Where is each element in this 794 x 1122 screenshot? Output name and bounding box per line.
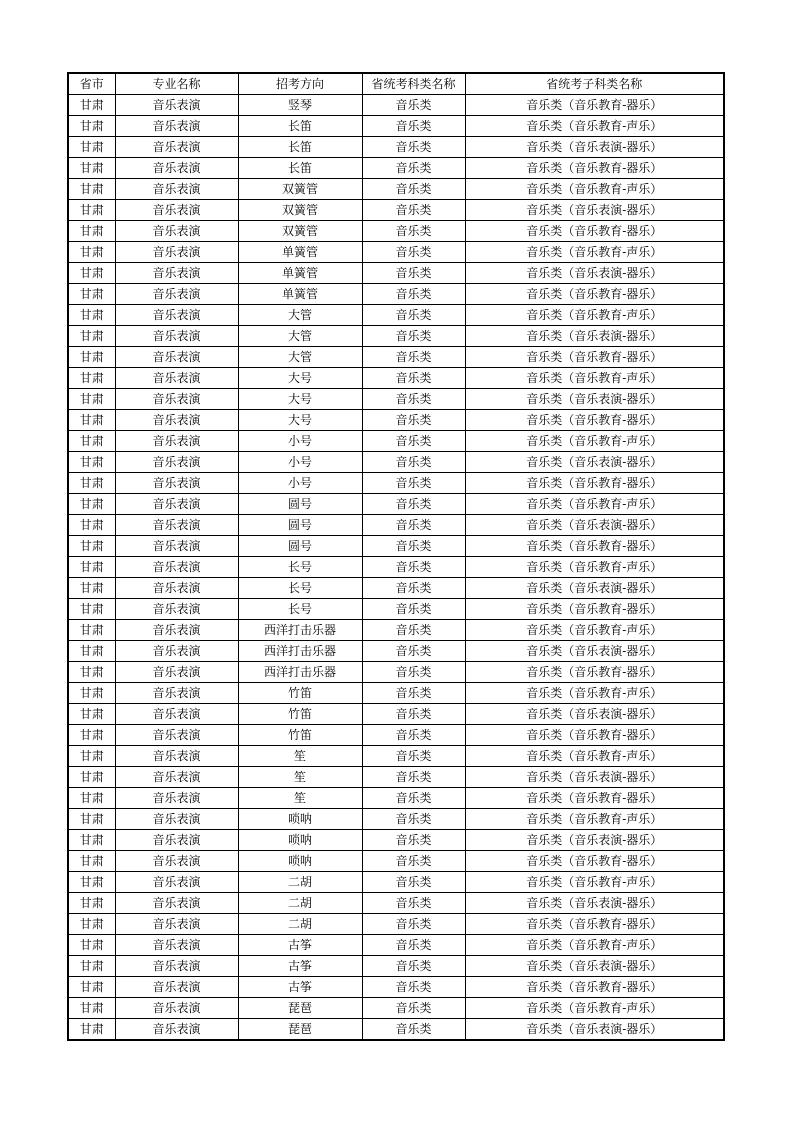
table-row <box>68 893 724 914</box>
cell-category: 音乐类 <box>362 998 465 1019</box>
cell-category: 音乐类 <box>362 515 465 536</box>
cell-direction: 琵琶 <box>238 1019 362 1041</box>
table-row <box>68 704 724 725</box>
cell-major-name: 音乐表演 <box>115 95 238 116</box>
cell-subcategory: 音乐类（音乐教育-声乐） <box>465 116 724 137</box>
cell-category: 音乐类 <box>362 95 465 116</box>
cell-province: 甘肃 <box>68 284 115 305</box>
header-province: 省市 <box>68 73 115 95</box>
cell-province: 甘肃 <box>68 515 115 536</box>
cell-category: 音乐类 <box>362 410 465 431</box>
table-row <box>68 746 724 767</box>
cell-province: 甘肃 <box>68 914 115 935</box>
cell-direction: 小号 <box>238 431 362 452</box>
cell-subcategory: 音乐类（音乐教育-声乐） <box>465 242 724 263</box>
cell-direction: 长号 <box>238 599 362 620</box>
table-row <box>68 368 724 389</box>
cell-category: 音乐类 <box>362 704 465 725</box>
cell-category: 音乐类 <box>362 536 465 557</box>
cell-direction: 圆号 <box>238 536 362 557</box>
cell-category: 音乐类 <box>362 662 465 683</box>
cell-province: 甘肃 <box>68 557 115 578</box>
cell-subcategory: 音乐类（音乐表演-器乐） <box>465 389 724 410</box>
table-row <box>68 179 724 200</box>
table-row <box>68 620 724 641</box>
cell-direction: 竖琴 <box>238 95 362 116</box>
cell-direction: 长号 <box>238 557 362 578</box>
table-row <box>68 914 724 935</box>
cell-direction: 小号 <box>238 473 362 494</box>
cell-province: 甘肃 <box>68 305 115 326</box>
table-row <box>68 515 724 536</box>
cell-major-name: 音乐表演 <box>115 914 238 935</box>
cell-major-name: 音乐表演 <box>115 767 238 788</box>
cell-province: 甘肃 <box>68 704 115 725</box>
cell-direction: 双簧管 <box>238 179 362 200</box>
cell-subcategory: 音乐类（音乐表演-器乐） <box>465 578 724 599</box>
cell-subcategory: 音乐类（音乐教育-声乐） <box>465 683 724 704</box>
cell-direction: 竹笛 <box>238 704 362 725</box>
cell-direction: 西洋打击乐器 <box>238 641 362 662</box>
cell-major-name: 音乐表演 <box>115 998 238 1019</box>
table-row <box>68 326 724 347</box>
cell-province: 甘肃 <box>68 263 115 284</box>
cell-province: 甘肃 <box>68 578 115 599</box>
cell-province: 甘肃 <box>68 158 115 179</box>
cell-major-name: 音乐表演 <box>115 536 238 557</box>
cell-category: 音乐类 <box>362 137 465 158</box>
cell-province: 甘肃 <box>68 809 115 830</box>
cell-subcategory: 音乐类（音乐表演-器乐） <box>465 137 724 158</box>
cell-province: 甘肃 <box>68 116 115 137</box>
cell-category: 音乐类 <box>362 305 465 326</box>
table-row <box>68 767 724 788</box>
cell-category: 音乐类 <box>362 473 465 494</box>
cell-direction: 大管 <box>238 305 362 326</box>
cell-category: 音乐类 <box>362 200 465 221</box>
cell-category: 音乐类 <box>362 620 465 641</box>
cell-province: 甘肃 <box>68 872 115 893</box>
table-row <box>68 452 724 473</box>
cell-direction: 琵琶 <box>238 998 362 1019</box>
cell-direction: 圆号 <box>238 494 362 515</box>
cell-category: 音乐类 <box>362 1019 465 1041</box>
cell-major-name: 音乐表演 <box>115 410 238 431</box>
cell-category: 音乐类 <box>362 494 465 515</box>
cell-province: 甘肃 <box>68 851 115 872</box>
cell-direction: 古筝 <box>238 977 362 998</box>
cell-direction: 大号 <box>238 410 362 431</box>
admissions-table <box>67 72 725 1041</box>
cell-major-name: 音乐表演 <box>115 305 238 326</box>
header-row <box>68 73 724 95</box>
cell-major-name: 音乐表演 <box>115 935 238 956</box>
cell-category: 音乐类 <box>362 641 465 662</box>
cell-subcategory: 音乐类（音乐教育-声乐） <box>465 557 724 578</box>
cell-direction: 大号 <box>238 368 362 389</box>
cell-major-name: 音乐表演 <box>115 893 238 914</box>
cell-subcategory: 音乐类（音乐表演-器乐） <box>465 641 724 662</box>
cell-province: 甘肃 <box>68 95 115 116</box>
cell-subcategory: 音乐类（音乐表演-器乐） <box>465 452 724 473</box>
cell-category: 音乐类 <box>362 830 465 851</box>
table-row <box>68 725 724 746</box>
table-row <box>68 137 724 158</box>
cell-direction: 二胡 <box>238 872 362 893</box>
cell-major-name: 音乐表演 <box>115 326 238 347</box>
cell-category: 音乐类 <box>362 977 465 998</box>
table-row <box>68 431 724 452</box>
header-major-name: 专业名称 <box>115 73 238 95</box>
cell-direction: 竹笛 <box>238 683 362 704</box>
cell-category: 音乐类 <box>362 578 465 599</box>
cell-subcategory: 音乐类（音乐教育-声乐） <box>465 179 724 200</box>
table-row <box>68 200 724 221</box>
table-row <box>68 347 724 368</box>
cell-major-name: 音乐表演 <box>115 137 238 158</box>
cell-direction: 笙 <box>238 746 362 767</box>
cell-subcategory: 音乐类（音乐教育-器乐） <box>465 725 724 746</box>
cell-province: 甘肃 <box>68 452 115 473</box>
cell-major-name: 音乐表演 <box>115 515 238 536</box>
cell-category: 音乐类 <box>362 893 465 914</box>
cell-major-name: 音乐表演 <box>115 284 238 305</box>
table-row <box>68 242 724 263</box>
cell-direction: 长号 <box>238 578 362 599</box>
cell-major-name: 音乐表演 <box>115 158 238 179</box>
table-row <box>68 410 724 431</box>
cell-subcategory: 音乐类（音乐表演-器乐） <box>465 893 724 914</box>
cell-category: 音乐类 <box>362 935 465 956</box>
cell-subcategory: 音乐类（音乐教育-器乐） <box>465 347 724 368</box>
cell-province: 甘肃 <box>68 620 115 641</box>
cell-category: 音乐类 <box>362 788 465 809</box>
cell-major-name: 音乐表演 <box>115 221 238 242</box>
cell-subcategory: 音乐类（音乐教育-器乐） <box>465 599 724 620</box>
cell-major-name: 音乐表演 <box>115 620 238 641</box>
cell-subcategory: 音乐类（音乐教育-声乐） <box>465 431 724 452</box>
table-row <box>68 641 724 662</box>
cell-major-name: 音乐表演 <box>115 809 238 830</box>
cell-direction: 小号 <box>238 452 362 473</box>
cell-direction: 笙 <box>238 788 362 809</box>
cell-subcategory: 音乐类（音乐教育-声乐） <box>465 368 724 389</box>
cell-major-name: 音乐表演 <box>115 116 238 137</box>
cell-major-name: 音乐表演 <box>115 683 238 704</box>
cell-major-name: 音乐表演 <box>115 725 238 746</box>
cell-province: 甘肃 <box>68 494 115 515</box>
cell-direction: 西洋打击乐器 <box>238 662 362 683</box>
cell-subcategory: 音乐类（音乐教育-器乐） <box>465 221 724 242</box>
cell-subcategory: 音乐类（音乐表演-器乐） <box>465 200 724 221</box>
cell-category: 音乐类 <box>362 347 465 368</box>
cell-category: 音乐类 <box>362 116 465 137</box>
table-row <box>68 935 724 956</box>
cell-direction: 大管 <box>238 347 362 368</box>
cell-subcategory: 音乐类（音乐表演-器乐） <box>465 956 724 977</box>
cell-category: 音乐类 <box>362 914 465 935</box>
cell-major-name: 音乐表演 <box>115 452 238 473</box>
table-row <box>68 599 724 620</box>
cell-category: 音乐类 <box>362 872 465 893</box>
cell-category: 音乐类 <box>362 263 465 284</box>
cell-category: 音乐类 <box>362 326 465 347</box>
cell-major-name: 音乐表演 <box>115 704 238 725</box>
cell-province: 甘肃 <box>68 368 115 389</box>
table-row <box>68 851 724 872</box>
cell-major-name: 音乐表演 <box>115 956 238 977</box>
cell-direction: 唢呐 <box>238 851 362 872</box>
header-category: 省统考科类名称 <box>362 73 465 95</box>
table-row <box>68 998 724 1019</box>
table-row <box>68 872 724 893</box>
cell-province: 甘肃 <box>68 536 115 557</box>
cell-major-name: 音乐表演 <box>115 872 238 893</box>
cell-major-name: 音乐表演 <box>115 788 238 809</box>
cell-province: 甘肃 <box>68 431 115 452</box>
cell-category: 音乐类 <box>362 452 465 473</box>
cell-category: 音乐类 <box>362 809 465 830</box>
cell-direction: 唢呐 <box>238 830 362 851</box>
cell-subcategory: 音乐类（音乐教育-器乐） <box>465 662 724 683</box>
cell-category: 音乐类 <box>362 368 465 389</box>
table-row <box>68 221 724 242</box>
cell-direction: 长笛 <box>238 158 362 179</box>
cell-direction: 双簧管 <box>238 221 362 242</box>
table-row <box>68 116 724 137</box>
cell-subcategory: 音乐类（音乐教育-声乐） <box>465 935 724 956</box>
cell-province: 甘肃 <box>68 830 115 851</box>
table-row <box>68 494 724 515</box>
cell-category: 音乐类 <box>362 956 465 977</box>
cell-direction: 单簧管 <box>238 284 362 305</box>
cell-direction: 圆号 <box>238 515 362 536</box>
cell-province: 甘肃 <box>68 389 115 410</box>
cell-category: 音乐类 <box>362 179 465 200</box>
cell-major-name: 音乐表演 <box>115 1019 238 1041</box>
cell-major-name: 音乐表演 <box>115 746 238 767</box>
cell-direction: 单簧管 <box>238 242 362 263</box>
cell-direction: 古筝 <box>238 935 362 956</box>
cell-direction: 古筝 <box>238 956 362 977</box>
cell-major-name: 音乐表演 <box>115 347 238 368</box>
cell-direction: 单簧管 <box>238 263 362 284</box>
cell-category: 音乐类 <box>362 431 465 452</box>
cell-major-name: 音乐表演 <box>115 557 238 578</box>
header-direction: 招考方向 <box>238 73 362 95</box>
cell-province: 甘肃 <box>68 998 115 1019</box>
cell-major-name: 音乐表演 <box>115 641 238 662</box>
cell-major-name: 音乐表演 <box>115 599 238 620</box>
cell-subcategory: 音乐类（音乐表演-器乐） <box>465 515 724 536</box>
cell-category: 音乐类 <box>362 242 465 263</box>
cell-category: 音乐类 <box>362 557 465 578</box>
cell-subcategory: 音乐类（音乐教育-器乐） <box>465 536 724 557</box>
cell-province: 甘肃 <box>68 242 115 263</box>
cell-province: 甘肃 <box>68 662 115 683</box>
cell-major-name: 音乐表演 <box>115 851 238 872</box>
cell-major-name: 音乐表演 <box>115 473 238 494</box>
cell-province: 甘肃 <box>68 893 115 914</box>
table-row <box>68 788 724 809</box>
cell-subcategory: 音乐类（音乐表演-器乐） <box>465 767 724 788</box>
cell-province: 甘肃 <box>68 410 115 431</box>
cell-major-name: 音乐表演 <box>115 200 238 221</box>
cell-subcategory: 音乐类（音乐教育-声乐） <box>465 809 724 830</box>
table-row <box>68 284 724 305</box>
cell-subcategory: 音乐类（音乐教育-声乐） <box>465 998 724 1019</box>
cell-category: 音乐类 <box>362 221 465 242</box>
cell-province: 甘肃 <box>68 767 115 788</box>
table-row <box>68 473 724 494</box>
cell-direction: 大管 <box>238 326 362 347</box>
cell-subcategory: 音乐类（音乐表演-器乐） <box>465 1019 724 1041</box>
cell-category: 音乐类 <box>362 725 465 746</box>
cell-province: 甘肃 <box>68 788 115 809</box>
cell-province: 甘肃 <box>68 725 115 746</box>
cell-subcategory: 音乐类（音乐教育-器乐） <box>465 473 724 494</box>
table-row <box>68 1019 724 1041</box>
cell-province: 甘肃 <box>68 599 115 620</box>
table-row <box>68 578 724 599</box>
cell-direction: 长笛 <box>238 137 362 158</box>
cell-category: 音乐类 <box>362 284 465 305</box>
cell-direction: 二胡 <box>238 914 362 935</box>
cell-major-name: 音乐表演 <box>115 263 238 284</box>
cell-category: 音乐类 <box>362 683 465 704</box>
cell-major-name: 音乐表演 <box>115 494 238 515</box>
cell-major-name: 音乐表演 <box>115 242 238 263</box>
cell-subcategory: 音乐类（音乐教育-声乐） <box>465 305 724 326</box>
cell-subcategory: 音乐类（音乐教育-声乐） <box>465 620 724 641</box>
cell-major-name: 音乐表演 <box>115 830 238 851</box>
cell-category: 音乐类 <box>362 851 465 872</box>
cell-subcategory: 音乐类（音乐教育-器乐） <box>465 284 724 305</box>
cell-subcategory: 音乐类（音乐表演-器乐） <box>465 704 724 725</box>
cell-province: 甘肃 <box>68 473 115 494</box>
table-row <box>68 683 724 704</box>
table-row <box>68 95 724 116</box>
table-row <box>68 956 724 977</box>
cell-subcategory: 音乐类（音乐表演-器乐） <box>465 326 724 347</box>
cell-province: 甘肃 <box>68 641 115 662</box>
table-row <box>68 662 724 683</box>
cell-direction: 二胡 <box>238 893 362 914</box>
cell-province: 甘肃 <box>68 326 115 347</box>
cell-direction: 双簧管 <box>238 200 362 221</box>
cell-major-name: 音乐表演 <box>115 179 238 200</box>
cell-major-name: 音乐表演 <box>115 389 238 410</box>
cell-province: 甘肃 <box>68 347 115 368</box>
cell-province: 甘肃 <box>68 746 115 767</box>
table-row <box>68 830 724 851</box>
cell-subcategory: 音乐类（音乐教育-器乐） <box>465 788 724 809</box>
cell-province: 甘肃 <box>68 1019 115 1041</box>
cell-category: 音乐类 <box>362 767 465 788</box>
cell-category: 音乐类 <box>362 158 465 179</box>
cell-province: 甘肃 <box>68 977 115 998</box>
cell-province: 甘肃 <box>68 137 115 158</box>
cell-subcategory: 音乐类（音乐教育-声乐） <box>465 746 724 767</box>
cell-direction: 唢呐 <box>238 809 362 830</box>
cell-province: 甘肃 <box>68 956 115 977</box>
cell-direction: 西洋打击乐器 <box>238 620 362 641</box>
cell-direction: 长笛 <box>238 116 362 137</box>
table-row <box>68 557 724 578</box>
cell-direction: 竹笛 <box>238 725 362 746</box>
cell-direction: 大号 <box>238 389 362 410</box>
cell-subcategory: 音乐类（音乐教育-器乐） <box>465 95 724 116</box>
table-row <box>68 263 724 284</box>
table-row <box>68 809 724 830</box>
cell-subcategory: 音乐类（音乐表演-器乐） <box>465 830 724 851</box>
cell-subcategory: 音乐类（音乐教育-声乐） <box>465 872 724 893</box>
cell-subcategory: 音乐类（音乐教育-器乐） <box>465 410 724 431</box>
table-row <box>68 536 724 557</box>
cell-province: 甘肃 <box>68 221 115 242</box>
cell-subcategory: 音乐类（音乐表演-器乐） <box>465 263 724 284</box>
cell-major-name: 音乐表演 <box>115 977 238 998</box>
cell-subcategory: 音乐类（音乐教育-器乐） <box>465 158 724 179</box>
cell-subcategory: 音乐类（音乐教育-器乐） <box>465 851 724 872</box>
cell-direction: 笙 <box>238 767 362 788</box>
cell-major-name: 音乐表演 <box>115 662 238 683</box>
cell-category: 音乐类 <box>362 389 465 410</box>
cell-subcategory: 音乐类（音乐教育-声乐） <box>465 494 724 515</box>
cell-province: 甘肃 <box>68 683 115 704</box>
cell-major-name: 音乐表演 <box>115 431 238 452</box>
cell-province: 甘肃 <box>68 935 115 956</box>
table-row <box>68 305 724 326</box>
cell-major-name: 音乐表演 <box>115 368 238 389</box>
table-row <box>68 977 724 998</box>
cell-major-name: 音乐表演 <box>115 578 238 599</box>
cell-province: 甘肃 <box>68 200 115 221</box>
cell-subcategory: 音乐类（音乐教育-器乐） <box>465 977 724 998</box>
table-row <box>68 158 724 179</box>
cell-category: 音乐类 <box>362 599 465 620</box>
cell-category: 音乐类 <box>362 746 465 767</box>
header-subcategory: 省统考子科类名称 <box>465 73 724 95</box>
table-row <box>68 389 724 410</box>
cell-province: 甘肃 <box>68 179 115 200</box>
cell-subcategory: 音乐类（音乐教育-器乐） <box>465 914 724 935</box>
